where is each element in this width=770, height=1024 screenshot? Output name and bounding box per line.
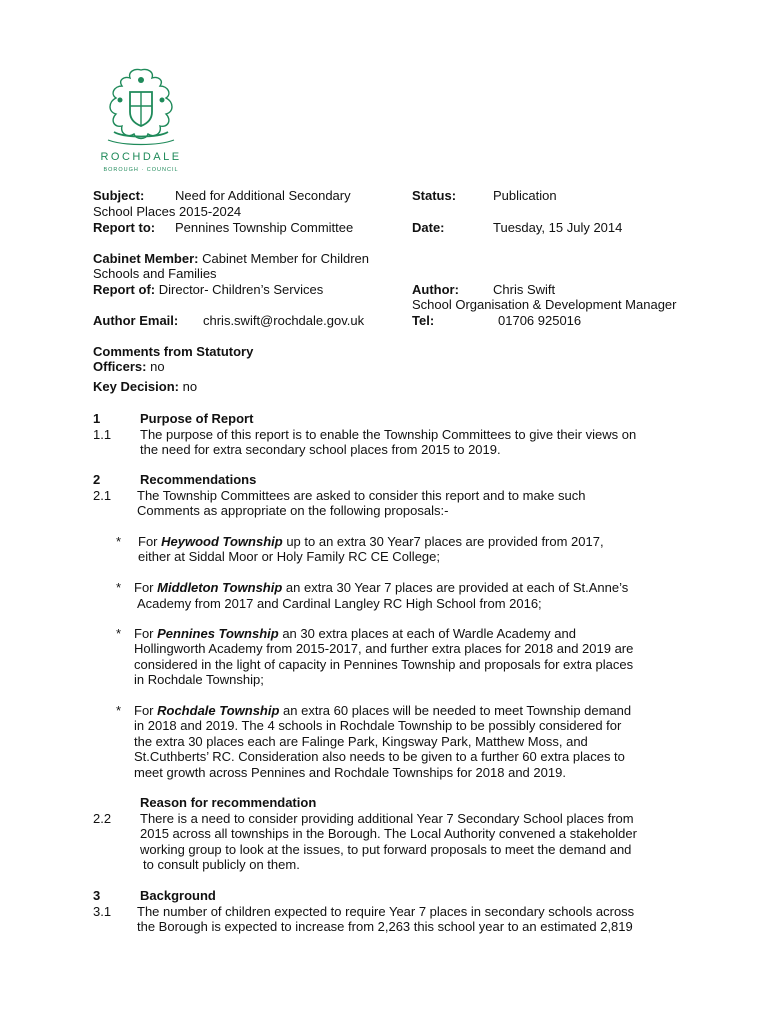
author-email-value: chris.swift@rochdale.gov.uk — [203, 313, 365, 328]
para-1-1-line1: The purpose of this report is to enable the Township Committees to give their views on — [140, 427, 637, 442]
para-2-2-line2: 2015 across all townships in the Borough. The Local Authority convened a stakeholder — [140, 826, 637, 841]
report-of-value: Director- Children’s Services — [158, 282, 324, 297]
section-2-number: 2 — [93, 472, 101, 487]
para-3-1-line1: The number of children expected to require Year 7 places in secondary schools across — [137, 904, 635, 919]
bullet-pennines-line3: considered in the light of capacity in Pennines Township and proposals for extra places — [134, 657, 634, 672]
report-to-value: Pennines Township Committee — [175, 220, 354, 235]
para-2-1-line2: Comments as appropriate on the following proposals:- — [137, 503, 449, 518]
heywood-township-label: Heywood Township — [161, 534, 283, 549]
middleton-township-label: Middleton Township — [157, 580, 283, 595]
cabinet-label: Cabinet Member: — [93, 251, 199, 266]
key-decision-value: no — [182, 379, 198, 394]
cabinet-value: Cabinet Member for Children — [202, 251, 369, 266]
bullet-prefix: For — [138, 534, 162, 549]
author-value: Chris Swift — [493, 282, 556, 297]
bullet-rochdale-line2: in 2018 and 2019. The 4 schools in Rochdale Township to be possibly considered for — [134, 718, 622, 733]
bullet-text: an extra 30 Year 7 places are provided at each of St.Anne’s — [282, 580, 629, 595]
subject-row — [93, 188, 144, 204]
bullet-heywood-line2: either at Siddal Moor or Holy Family RC CE College; — [138, 549, 440, 564]
para-1-1-number: 1.1 — [93, 427, 112, 442]
para-2-2-line1: There is a need to consider providing additional Year 7 Secondary School places from — [140, 811, 634, 826]
author-role: School Organisation & Development Manager — [412, 297, 677, 312]
bullet-rochdale-line3: the extra 30 places each are Falinge Park, Kingsway Park, Matthew Moss, and — [134, 734, 588, 749]
bullet-rochdale-line4: St.Cuthberts’ RC. Consideration also needs to be given to a further 60 extra places to — [134, 749, 625, 764]
report-of-row — [93, 282, 323, 298]
cabinet-value-cont: Schools and Families — [93, 266, 217, 281]
logo-subtitle: BOROUGH · COUNCIL — [103, 167, 179, 173]
section-2-title: Recommendations — [140, 472, 257, 487]
bullet-pennines-line1 — [134, 626, 576, 642]
bullet-pennines-line2: Hollingworth Academy from 2015-2017, and further extra places for 2018 and 2019 are — [134, 641, 634, 656]
key-decision-row — [93, 379, 197, 395]
para-2-1-number: 2.1 — [93, 488, 112, 503]
cabinet-member-row — [93, 251, 369, 267]
tel-value: 01706 925016 — [498, 313, 582, 328]
subject-value: Need for Additional Secondary — [175, 188, 351, 203]
bullet-text: up to an extra 30 Year7 places are provided from 2017, — [282, 534, 604, 549]
status-label: Status: — [412, 188, 457, 203]
rochdale-council-logo — [94, 66, 188, 176]
bullet-prefix: For — [134, 703, 158, 718]
comments-label: Comments from Statutory — [93, 344, 254, 359]
pennines-township-label: Pennines Township — [157, 626, 279, 641]
para-3-1-line2: the Borough is expected to increase from 2,263 this school year to an estimated 2,819 — [137, 919, 633, 934]
officers-label: Officers: — [93, 359, 147, 374]
bullet-middleton-line1 — [134, 580, 628, 596]
officers-value: no — [150, 359, 165, 374]
status-value: Publication — [493, 188, 557, 203]
para-2-1-line1: The Township Committees are asked to consider this report and to make such — [137, 488, 586, 503]
para-3-1-number: 3.1 — [93, 904, 112, 919]
tel-label: Tel: — [412, 313, 435, 328]
bullet-star: * — [116, 534, 122, 549]
section-3-number: 3 — [93, 888, 101, 903]
section-1-number: 1 — [93, 411, 101, 426]
bullet-middleton-line2: Academy from 2017 and Cardinal Langley RC High School from 2016; — [137, 596, 542, 611]
rochdale-township-label: Rochdale Township — [157, 703, 280, 718]
bullet-rochdale-line1 — [134, 703, 631, 719]
date-label: Date: — [412, 220, 445, 235]
officers-row — [93, 359, 165, 375]
report-to-label: Report to: — [93, 220, 156, 235]
crest-icon — [94, 66, 188, 148]
section-3-title: Background — [140, 888, 216, 903]
bullet-prefix: For — [134, 580, 158, 595]
reason-title: Reason for recommendation — [140, 795, 317, 810]
bullet-rochdale-line5: meet growth across Pennines and Rochdale Townships for 2018 and 2019. — [134, 765, 566, 780]
logo-wordmark: ROCHDALE — [100, 151, 182, 163]
subject-value-cont: School Places 2015-2024 — [93, 204, 242, 219]
para-2-2-number: 2.2 — [93, 811, 112, 826]
bullet-text: an extra 60 places will be needed to meet Township demand — [279, 703, 632, 718]
bullet-star: * — [116, 626, 122, 641]
bullet-pennines-line4: in Rochdale Township; — [134, 672, 264, 687]
author-email-label: Author Email: — [93, 313, 179, 328]
bullet-heywood-line1 — [138, 534, 604, 550]
bullet-star: * — [116, 580, 122, 595]
date-value: Tuesday, 15 July 2014 — [493, 220, 623, 235]
author-label: Author: — [412, 282, 459, 297]
para-1-1-line2: the need for extra secondary school places from 2015 to 2019. — [140, 442, 501, 457]
report-of-label: Report of: — [93, 282, 156, 297]
para-2-2-line4: to consult publicly on them. — [143, 857, 300, 872]
para-2-2-line3: working group to look at the issues, to put forward proposals to meet the demand and — [140, 842, 632, 857]
subject-label: Subject: — [93, 188, 145, 203]
bullet-text: an 30 extra places at each of Wardle Academy and — [278, 626, 576, 641]
section-1-title: Purpose of Report — [140, 411, 254, 426]
bullet-prefix: For — [134, 626, 158, 641]
bullet-star: * — [116, 703, 122, 718]
key-decision-label: Key Decision: — [93, 379, 179, 394]
